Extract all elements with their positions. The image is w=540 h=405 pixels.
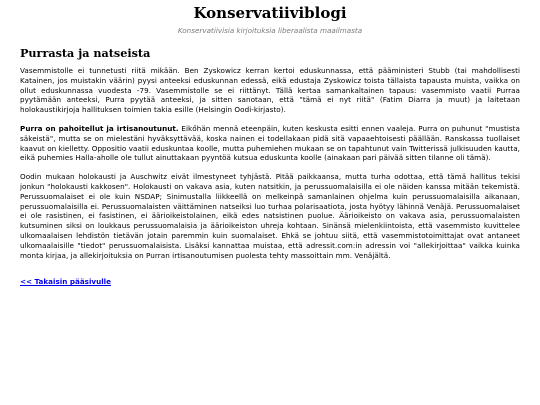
paragraph-text: Oodin mukaan holokausti ja Auschwitz eivät ilmestyneet tyhjästä. Pitää paikkaansa, mutta turha odottaa, että tämä hallitus tekisi jonkun "holokausti kakkosen". Holokausti on vakava asia, kuten natsitkin, ja perussuomalaisilla ei ole näiden kanssa mitään tekemistä. Perussuomalaiset ei ole kuin NSDAP; Sinimustalla liikkeellä on melkeinpä samanlainen ohjelma kuin perussuomalaisilla aikanaan, perussuomalaisilla ei. Perussuomalaisten väittäminen natseiksi luo turhaa polarisaatiota, josta hyötyy lähinnä Venäjä. Perussuomalaiset ei ole rasistinen, ei fasistinen, ei äärioikeistolainen, eikä edes natsistinen puolue. Äärioikeisto on vakava asia, perussuomalaisten kutsuminen siksi on loukkaus perussuomalaisia ja äärioikeiston uhreja kohtaan. Sinänsä mielenkiintoista, että vasemmisto kuvittelee ulkomaalaisen lehdistön tietävän jotain paremmin kuin suomalaiset. Ehkä se johtuu siitä, että vasemmistotoimittajat ovat antaneet ulkomaalaisille "tiedot" perussuomalaisista. Lisäksi kannattaa muistaa, että adressit.com:in adressin voi "allekirjoittaa" vaikka kuinka monta kirjaa, ja allekirjoituksia on Purran irtisanoutumisen puolesta tehty massoittain mm. Venäjältä. [20, 172, 520, 260]
site-tagline: Konservatiivisia kirjoituksia liberaalista maailmasta [177, 26, 363, 35]
post-paragraph [20, 124, 520, 163]
post-paragraph [20, 66, 520, 115]
paragraph-lead: Purra on pahoitellut ja irtisanoutunut. [20, 123, 179, 133]
site-title: Konservatiiviblogi [193, 4, 347, 22]
back-to-home-link[interactable]: << Takaisin pääsivulle [20, 277, 112, 287]
paragraph-text: Vasemmistolle ei tunnetusti riitä mikään. Ben Zyskowicz kerran kertoi eduskunnassa, että pääministeri Stubb (tai mahdollisesti Katainen, jos muistakin väärin) pyysi anteeksi eduskunnan edessä, eikä edustaja Zyskowicz toista tällaista tapausta muista, vaikka on ollut eduskunnassa vuodesta -79. Vasemmistolle se ei riittänyt. Tällä kertaa samankaltainen tapaus: vasemmisto vaatii Purraa pyytämään anteeksi, Purra pyytää anteeksi, ja sitten sanotaan, että "tämä ei nyt riitä" (Fatim Diarra ja muut) ja laitetaan holokaustikirjoja hallituksen toimien takia esille (Helsingin Oodi-kirjasto). [20, 66, 520, 115]
post-body [20, 66, 520, 260]
post-paragraph [20, 172, 520, 260]
post-title: Purrasta ja natseista [20, 46, 151, 60]
paragraph-text: Eikőhän mennä eteenpäin, kuten keskusta esitti ennen vaaleja. Purra on puhunut "mustista säkeistä", mutta se on mielestäni hyväksyttävää, koska nainen ei todellakaan pidä sitä vapaaehtoisesti päällään. Ranskassa tuollaiset kaavut on kielletty. Oppositio vaatii eduskuntaa koolle, mutta puhemiehen mukaan se on tapahtunut vain Twitterissä julkisuuden kautta, eikä puhemies Halla-aholle ole tullut ainuttakaan pyyntöä kutsua eduskunta koolle (ainakaan pari päivää sitten tilanne oli tämä). [20, 123, 520, 163]
